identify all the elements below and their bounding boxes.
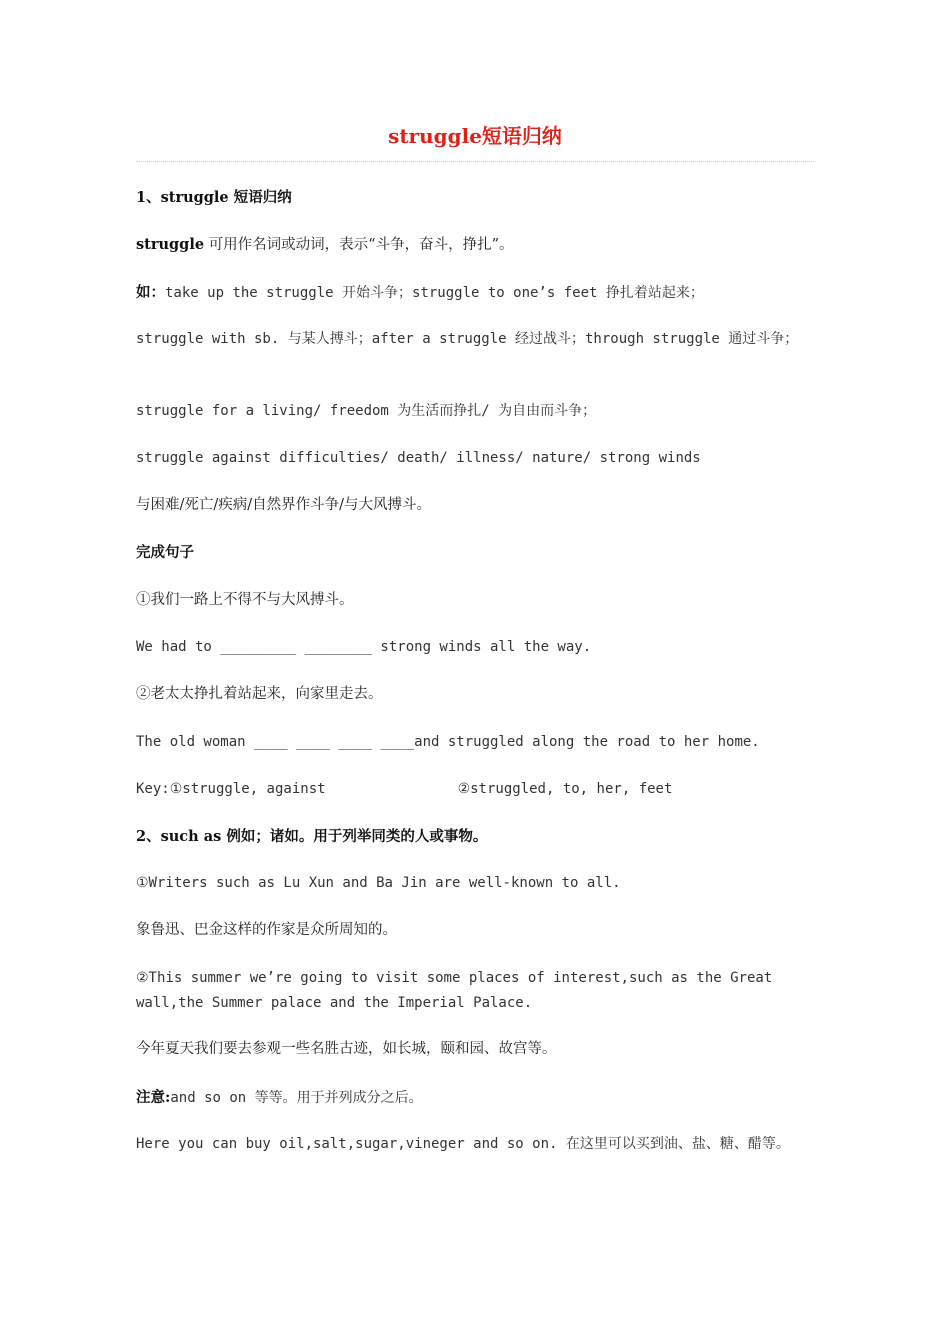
note-example: Here you can buy oil,salt,sugar,vineger and so on. 在这里可以买到油、盐、糖、醋等。 — [136, 1136, 790, 1152]
such-as-example-1-translation: 象鲁迅、巴金这样的作家是众所周知的。 — [136, 922, 397, 938]
example-text-1: take up the struggle 开始斗争；struggle to one’s feet 挣扎着站起来； — [165, 285, 704, 301]
such-as-example-1: ①Writers such as Lu Xun and Ba Jin are well-known to all. — [136, 875, 621, 891]
section-1-heading: 1、struggle 短语归纳 — [136, 189, 292, 206]
answer-key-1: Key:①struggle, against — [136, 781, 326, 797]
example-label: 如： — [136, 284, 165, 301]
answer-key-2: ②struggled, to, her, feet — [457, 781, 673, 797]
example-line-4: struggle against difficulties/ death/ illness/ nature/ strong winds — [136, 450, 701, 466]
example-line-3: struggle for a living/ freedom 为生活而挣扎/ 为自由而斗争； — [136, 403, 597, 419]
section-2-heading: 2、such as 例如；诸如。用于列举同类的人或事物。 — [136, 828, 488, 845]
exercise-heading: 完成句子 — [136, 544, 194, 561]
such-as-example-2: ②This summer we’re going to visit some places of interest,such as the Great wall,the Summer palace and the Imperial Palace. — [136, 970, 773, 1011]
definition-word: struggle — [136, 236, 205, 253]
answer-key — [136, 777, 814, 802]
question-1-chinese: ①我们一路上不得不与大风搏斗。 — [136, 592, 354, 608]
such-as-example-2-translation: 今年夏天我们要去参观一些名胜古迹，如长城，颐和园、故宫等。 — [136, 1041, 557, 1057]
example-line-2: struggle with sb. 与某人搏斗；after a struggle 经过战斗；through struggle 通过斗争； — [136, 331, 799, 347]
definition-paragraph — [136, 232, 814, 258]
question-2-chinese: ②老太太挣扎着站起来，向家里走去。 — [136, 686, 383, 702]
question-1-english: We had to _________ ________ strong winds all the way. — [136, 639, 592, 655]
note-label: 注意: — [136, 1089, 171, 1106]
note-text: and so on 等等。用于并列成分之后。 — [170, 1090, 423, 1106]
note-line — [136, 1085, 814, 1111]
title-divider — [136, 161, 814, 162]
example-line-4-translation: 与困难/死亡/疾病/自然界作斗争/与大风搏斗。 — [136, 497, 432, 513]
question-2-english: The old woman ____ ____ ____ ____and struggled along the road to her home. — [136, 734, 760, 750]
definition-text: 可用作名词或动词，表示“斗争，奋斗，挣扎”。 — [204, 237, 514, 253]
example-line-1 — [136, 280, 814, 306]
page-title: struggle短语归纳 — [388, 124, 562, 148]
